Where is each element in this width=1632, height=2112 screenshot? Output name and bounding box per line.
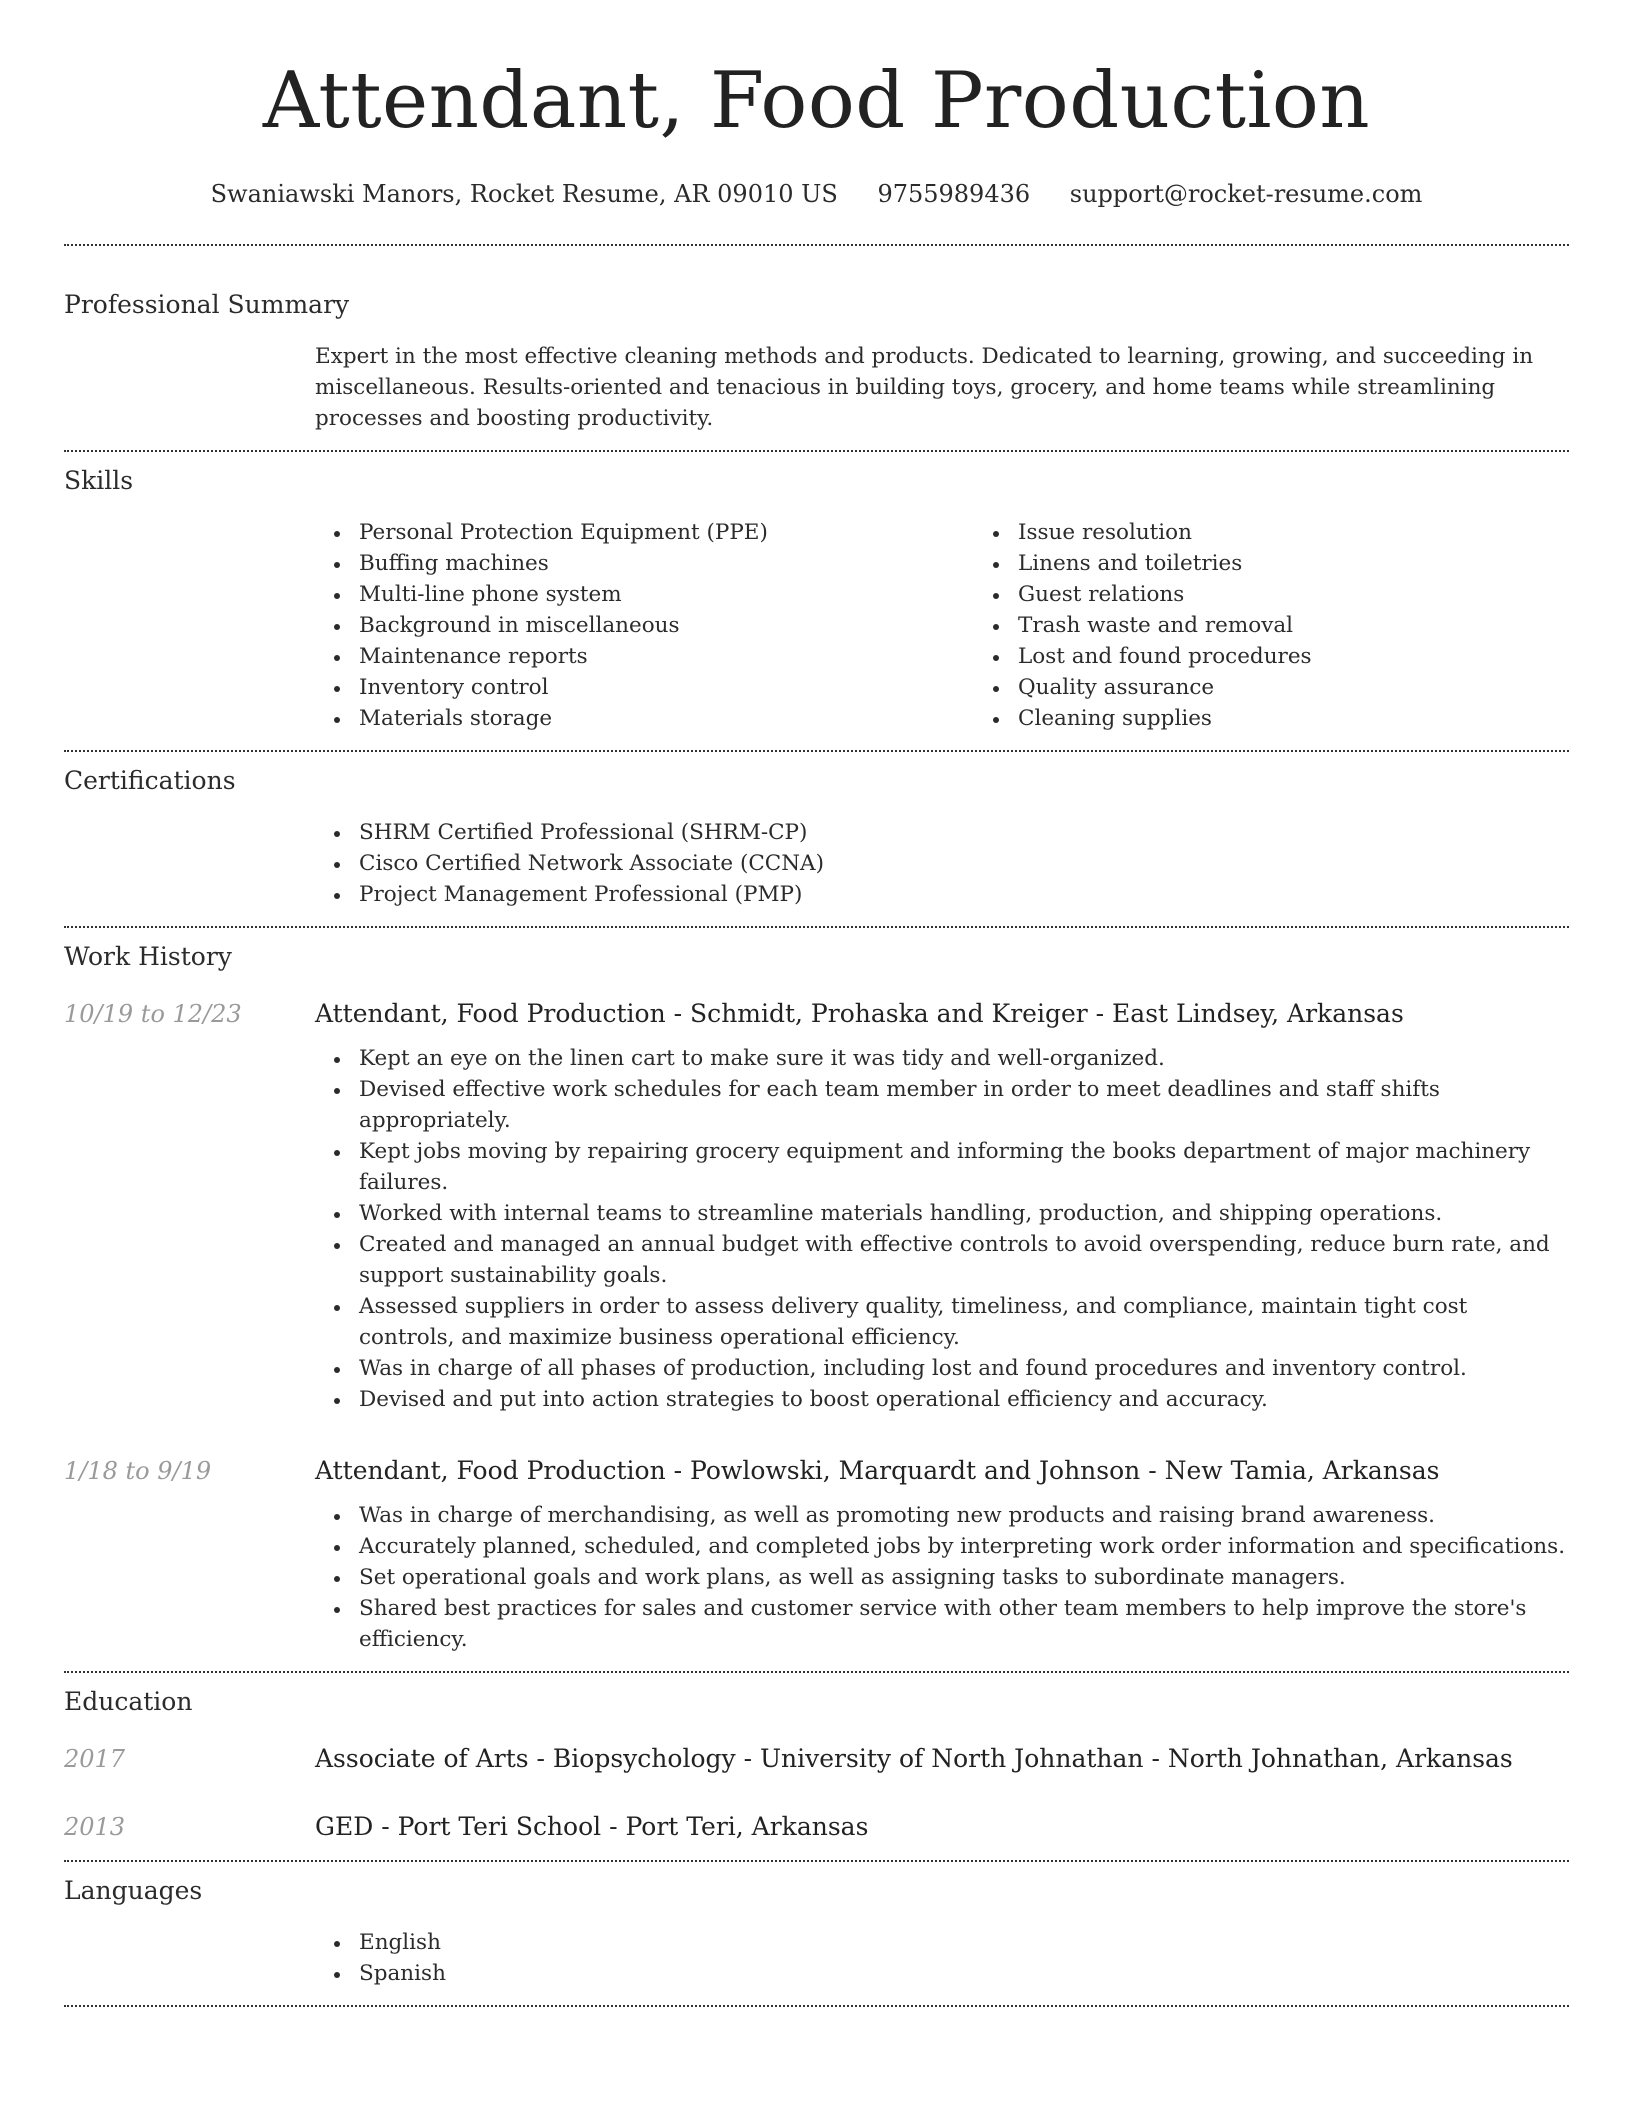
list-item: English xyxy=(359,1927,1569,1958)
education-date: 2013 xyxy=(64,1813,126,1841)
list-item: Devised effective work schedules for each team member in order to meet deadlines and staff shifts appropriately. xyxy=(359,1074,1569,1136)
summary-section xyxy=(64,246,1569,450)
job-entry xyxy=(64,1454,1569,1671)
skills-list-right xyxy=(974,517,1312,734)
education-section xyxy=(64,1673,1569,1860)
list-item: Background in miscellaneous xyxy=(359,610,974,641)
divider xyxy=(64,2005,1569,2007)
list-item: Quality assurance xyxy=(1018,672,1312,703)
list-item: Issue resolution xyxy=(1018,517,1312,548)
list-item: Guest relations xyxy=(1018,579,1312,610)
list-item: Spanish xyxy=(359,1958,1569,1989)
job-date: 1/18 to 9/19 xyxy=(64,1457,212,1485)
list-item: Project Management Professional (PMP) xyxy=(359,879,1569,910)
list-item: Cisco Certified Network Associate (CCNA) xyxy=(359,848,1569,879)
section-title-languages: Languages xyxy=(64,1876,203,1905)
summary-text: Expert in the most effective cleaning methods and products. Dedicated to learning, growing, and succeeding in miscellaneous. Results-oriented and tenacious in building toys, grocery, and home teams while streamlining processes and boosting productivity. xyxy=(315,344,1534,431)
job-entry xyxy=(64,997,1569,1415)
contact-email: support@rocket-resume.com xyxy=(1069,180,1423,208)
contact-phone: 9755989436 xyxy=(877,180,1031,208)
list-item: Devised and put into action strategies to boost operational efficiency and accuracy. xyxy=(359,1384,1569,1415)
list-item: Trash waste and removal xyxy=(1018,610,1312,641)
list-item: Materials storage xyxy=(359,703,974,734)
list-item: Was in charge of all phases of production, including lost and found procedures and inventory control. xyxy=(359,1353,1569,1384)
list-item: Assessed suppliers in order to assess delivery quality, timeliness, and compliance, maintain tight cost controls, and maximize business operational efficiency. xyxy=(359,1291,1569,1353)
certifications-section xyxy=(64,752,1569,926)
certifications-list xyxy=(315,817,1569,910)
job-heading xyxy=(315,997,1569,1031)
skills-section xyxy=(64,452,1569,750)
list-item: Linens and toiletries xyxy=(1018,548,1312,579)
list-item: Multi-line phone system xyxy=(359,579,974,610)
education-entry xyxy=(64,1742,1569,1776)
education-entry xyxy=(64,1810,1569,1860)
job-employer-location: - Schmidt, Prohaska and Kreiger - East Lindsey, Arkansas xyxy=(665,999,1404,1028)
certifications-content xyxy=(315,798,1569,926)
education-text: GED - Port Teri School - Port Teri, Arkansas xyxy=(315,1812,869,1841)
resume-name: Attendant, Food Production xyxy=(262,56,1371,146)
section-title-education: Education xyxy=(64,1687,193,1716)
job-heading xyxy=(315,1454,1569,1488)
work-history-section xyxy=(64,928,1569,1671)
list-item: Set operational goals and work plans, as well as assigning tasks to subordinate managers. xyxy=(359,1562,1569,1593)
job-date: 10/19 to 12/23 xyxy=(64,1000,242,1028)
list-item: Created and managed an annual budget with effective controls to avoid overspending, reduce burn rate, and support sustainability goals. xyxy=(359,1229,1569,1291)
job-bullets xyxy=(315,1043,1569,1415)
languages-list xyxy=(315,1927,1569,1989)
contact-address: Swaniawski Manors, Rocket Resume, AR 09010 US xyxy=(210,180,838,208)
list-item: Cleaning supplies xyxy=(1018,703,1312,734)
languages-content xyxy=(315,1908,1569,2005)
list-item: Buffing machines xyxy=(359,548,974,579)
list-item: Worked with internal teams to streamline materials handling, production, and shipping operations. xyxy=(359,1198,1569,1229)
job-role: Attendant, Food Production xyxy=(315,1456,666,1485)
section-title-work-history: Work History xyxy=(64,942,232,971)
skills-list-left xyxy=(315,517,974,734)
list-item: Kept an eye on the linen cart to make sure it was tidy and well-organized. xyxy=(359,1043,1569,1074)
skills-grid xyxy=(315,498,1569,750)
list-item: Accurately planned, scheduled, and completed jobs by interpreting work order information and specifications. xyxy=(359,1531,1569,1562)
languages-section xyxy=(64,1862,1569,2005)
education-date: 2017 xyxy=(64,1745,126,1773)
section-title-summary: Professional Summary xyxy=(64,290,350,319)
job-employer-location: - Powlowski, Marquardt and Johnson - New Tamia, Arkansas xyxy=(665,1456,1440,1485)
list-item: Inventory control xyxy=(359,672,974,703)
section-title-skills: Skills xyxy=(64,466,134,495)
list-item: Kept jobs moving by repairing grocery equipment and informing the books department of major machinery failures. xyxy=(359,1136,1569,1198)
list-item: Lost and found procedures xyxy=(1018,641,1312,672)
list-item: Was in charge of merchandising, as well as promoting new products and raising brand awareness. xyxy=(359,1500,1569,1531)
job-role: Attendant, Food Production xyxy=(315,999,666,1028)
section-title-certifications: Certifications xyxy=(64,766,236,795)
job-bullets xyxy=(315,1500,1569,1671)
list-item: Personal Protection Equipment (PPE) xyxy=(359,517,974,548)
list-item: Shared best practices for sales and customer service with other team members to help improve the store's efficiency. xyxy=(359,1593,1569,1655)
contact-line xyxy=(64,176,1569,212)
list-item: SHRM Certified Professional (SHRM-CP) xyxy=(359,817,1569,848)
education-text: Associate of Arts - Biopsychology - University of North Johnathan - North Johnathan, Arkansas xyxy=(315,1744,1513,1773)
list-item: Maintenance reports xyxy=(359,641,974,672)
